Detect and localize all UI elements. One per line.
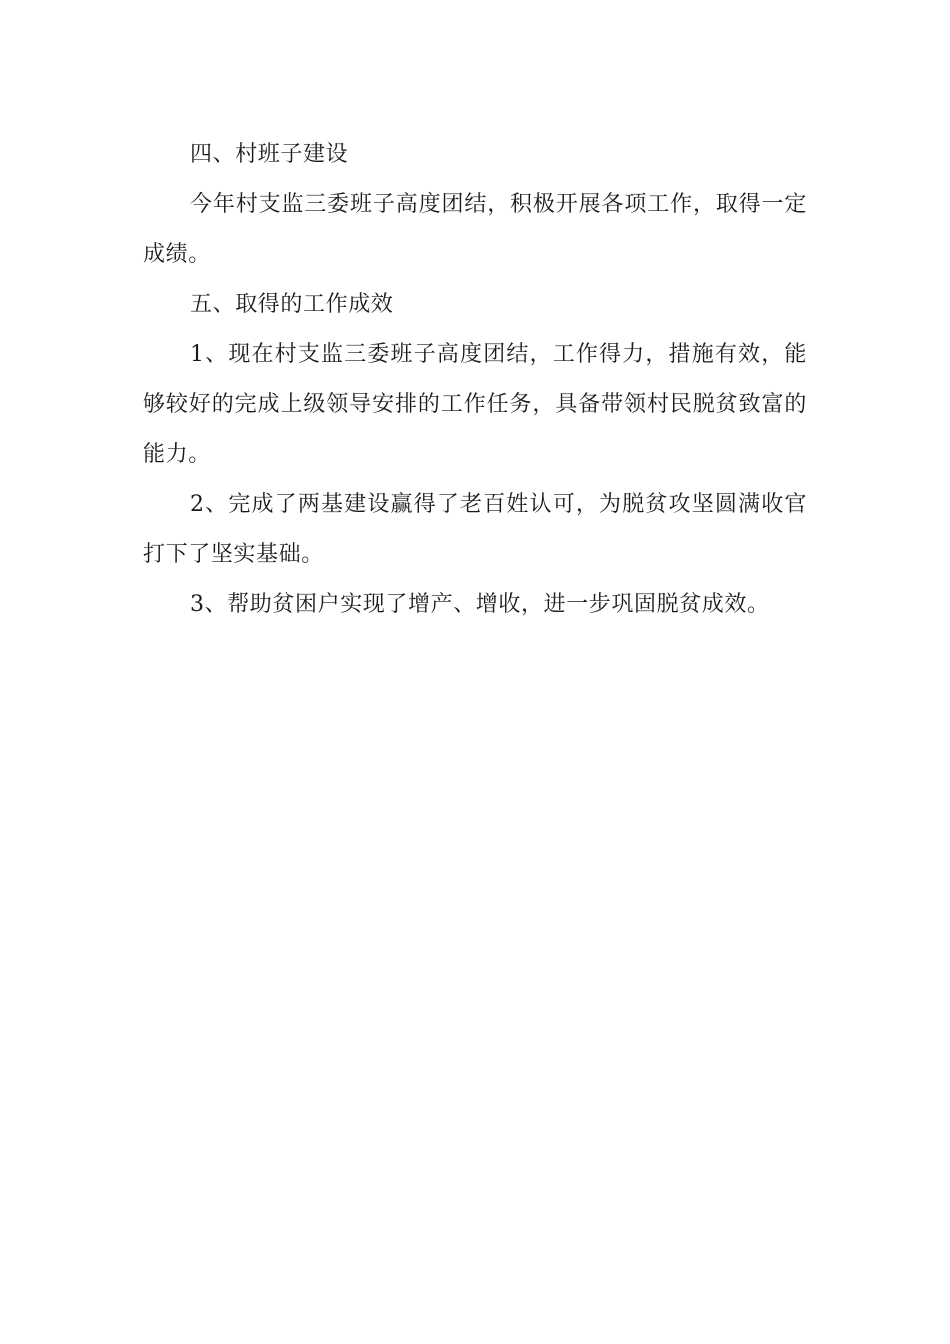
list-item-achievement-1: 1、现在村支监三委班子高度团结，工作得力，措施有效，能够较好的完成上级领导安排的工作任务，具备带领村民脱贫致富的能力。 [143,342,807,467]
list-item-achievement-2: 2、完成了两基建设赢得了老百姓认可，为脱贫攻坚圆满收官打下了坚实基础。 [143,492,807,567]
document-body [143,130,807,630]
paragraph-village-team: 今年村支监三委班子高度团结，积极开展各项工作，取得一定成绩。 [143,192,807,267]
section-heading-achievements: 五、取得的工作成效 [190,292,394,317]
list-item-achievement-3: 3、帮助贫困户实现了增产、增收，进一步巩固脱贫成效。 [190,592,770,617]
section-heading-village-team: 四、村班子建设 [190,142,349,167]
